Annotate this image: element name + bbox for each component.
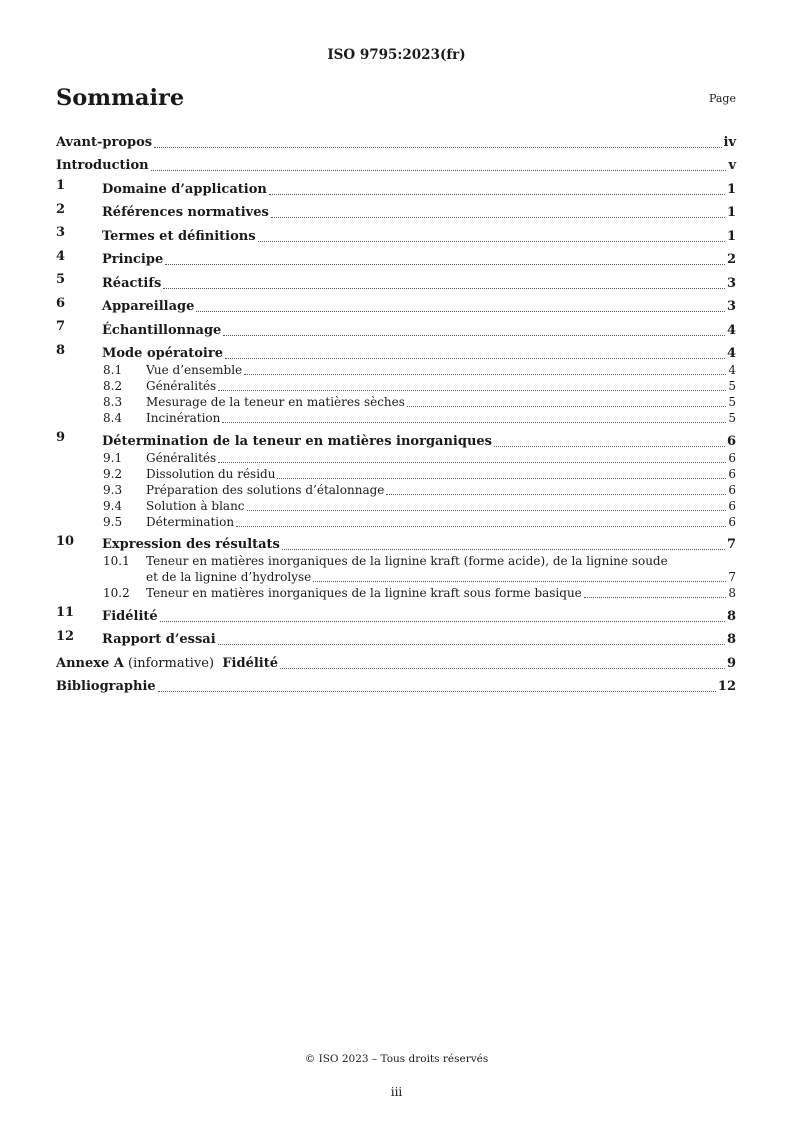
- leader-dots: [151, 170, 727, 171]
- leader-dots: [225, 358, 725, 359]
- toc-page: 5: [728, 379, 736, 393]
- toc-entry-text-line1: Teneur en matières inorganiques de la lignine kraft (forme acide), de la lignine soude: [146, 554, 668, 568]
- toc-num: 9.5: [103, 514, 123, 529]
- toc-num: 6: [56, 295, 66, 311]
- leader-dots: [247, 510, 727, 511]
- toc-num: 7: [56, 319, 66, 334]
- toc-num: 8.1: [103, 363, 123, 377]
- toc-entry-text: Références normatives: [102, 205, 269, 220]
- toc-entry-10[interactable]: [56, 530, 736, 554]
- table-of-contents: [56, 127, 736, 695]
- leader-dots: [277, 478, 726, 479]
- toc-num: 10.2: [103, 586, 130, 600]
- toc-entry-11[interactable]: [56, 601, 736, 625]
- toc-entry-text: Mode opératoire: [102, 346, 223, 361]
- toc-page: 2: [726, 252, 736, 267]
- toc-page: 8: [726, 632, 736, 647]
- toc-page: 4: [726, 322, 736, 338]
- toc-entry-9-1[interactable]: [56, 450, 736, 466]
- toc-page: 4: [726, 346, 736, 361]
- toc-entry-text: Préparation des solutions d’étalonnage: [146, 482, 385, 497]
- toc-entry-9[interactable]: [56, 426, 736, 450]
- toc-annex-prefix: Annexe A: [56, 655, 124, 671]
- toc-num: 2: [56, 201, 66, 217]
- leader-dots: [258, 241, 725, 242]
- toc-entry-3[interactable]: [56, 221, 736, 245]
- toc-entry-4[interactable]: [56, 245, 736, 269]
- toc-num: 5: [56, 272, 66, 287]
- leader-dots: [160, 621, 725, 622]
- toc-num: 3: [56, 225, 66, 240]
- leader-dots: [280, 668, 725, 669]
- toc-entry-text: Solution à blanc: [146, 498, 245, 513]
- toc-num: 8: [56, 342, 66, 358]
- leader-dots: [163, 288, 725, 289]
- toc-entry-8-2[interactable]: [56, 378, 736, 394]
- toc-entry-text: Mesurage de la teneur en matières sèches: [146, 395, 405, 409]
- leader-dots: [218, 462, 726, 463]
- toc-entry-bibliographie[interactable]: [56, 672, 736, 696]
- toc-entry-text: Échantillonnage: [102, 322, 222, 338]
- toc-page: 12: [717, 679, 736, 694]
- page-number: iii: [390, 1085, 403, 1099]
- toc-entry-5[interactable]: [56, 268, 736, 292]
- toc-entry-text: Introduction: [56, 158, 149, 173]
- toc-entry-7[interactable]: [56, 315, 736, 339]
- toc-page: 6: [728, 482, 736, 497]
- leader-dots: [282, 549, 725, 550]
- page-title: Sommaire: [56, 85, 185, 111]
- toc-num: 10: [56, 533, 75, 549]
- leader-dots: [218, 390, 726, 391]
- toc-entry-8[interactable]: [56, 339, 736, 363]
- toc-num: 8.4: [103, 411, 123, 425]
- toc-entry-10-2[interactable]: [56, 585, 736, 601]
- toc-page: 5: [728, 395, 736, 409]
- toc-entry-10-1[interactable]: [56, 553, 736, 585]
- toc-entry-text: Termes et définitions: [102, 228, 256, 244]
- toc-entry-text: Généralités: [146, 450, 217, 465]
- leader-dots: [244, 374, 726, 375]
- toc-entry-text: Rapport d’essai: [102, 632, 216, 647]
- toc-entry-6[interactable]: [56, 292, 736, 316]
- toc-page: iv: [723, 134, 736, 150]
- toc-page: 7: [726, 537, 736, 552]
- toc-page: 3: [726, 275, 736, 291]
- toc-num: 11: [56, 605, 75, 620]
- leader-dots: [584, 597, 727, 598]
- toc-num: 9.3: [103, 482, 123, 497]
- toc-page: 4: [728, 363, 736, 377]
- toc-page: 1: [726, 228, 736, 244]
- toc-page: 6: [728, 450, 736, 465]
- toc-entry-text: Bibliographie: [56, 679, 156, 694]
- toc-num: 9: [56, 430, 66, 445]
- leader-dots: [165, 264, 725, 265]
- toc-entry-9-2[interactable]: [56, 466, 736, 482]
- toc-num: 4: [56, 248, 66, 264]
- toc-entry-text: Détermination: [146, 514, 235, 529]
- leader-dots: [494, 446, 725, 447]
- toc-page: 5: [728, 411, 736, 425]
- leader-dots: [158, 691, 716, 692]
- toc-entry-8-3[interactable]: [56, 394, 736, 410]
- toc-entry-text: Incinération: [146, 411, 221, 425]
- toc-entry-text: Appareillage: [102, 299, 195, 314]
- toc-entry-text: Principe: [102, 252, 164, 267]
- leader-dots: [271, 217, 725, 218]
- toc-page: 9: [726, 655, 736, 671]
- toc-entry-text: Vue d’ensemble: [146, 363, 243, 377]
- toc-annex-type: (informative): [123, 655, 223, 671]
- toc-page: 8: [728, 586, 736, 600]
- toc-entry-text-line2: et de la lignine d’hydrolyse: [146, 570, 312, 584]
- leader-dots: [196, 311, 725, 312]
- leader-dots: [386, 494, 726, 495]
- toc-entry-text: Fidélité: [222, 655, 279, 671]
- toc-page: 1: [726, 205, 736, 220]
- toc-entry-text: Teneur en matières inorganiques de la lignine kraft sous forme basique: [146, 586, 582, 600]
- toc-page: 1: [726, 181, 736, 197]
- toc-page: 6: [728, 466, 736, 481]
- toc-page: 6: [728, 498, 736, 513]
- toc-entry-text: Domaine d’application: [102, 181, 267, 197]
- toc-page: 6: [726, 433, 736, 449]
- toc-entry-text: Dissolution du résidu: [146, 466, 276, 481]
- leader-dots: [218, 644, 725, 645]
- toc-entry-text: Réactifs: [102, 275, 162, 291]
- toc-entry-9-3[interactable]: [56, 482, 736, 498]
- toc-entry-avant-propos[interactable]: [56, 127, 736, 151]
- page-column-label: Page: [708, 92, 736, 105]
- toc-entry-text: Détermination de la teneur en matières inorganiques: [102, 433, 492, 449]
- leader-dots: [223, 335, 725, 336]
- toc-entry-2[interactable]: [56, 198, 736, 222]
- toc-entry-9-5[interactable]: [56, 514, 736, 530]
- toc-entry-introduction[interactable]: [56, 151, 736, 175]
- toc-entry-12[interactable]: [56, 625, 736, 649]
- toc-page: v: [728, 158, 736, 173]
- toc-entry-9-4[interactable]: [56, 498, 736, 514]
- document-header: ISO 9795:2023(fr): [327, 47, 466, 63]
- toc-entry-text: Généralités: [146, 379, 217, 393]
- leader-dots: [269, 194, 725, 195]
- toc-entry-8-1[interactable]: [56, 362, 736, 378]
- toc-num: 9.1: [103, 450, 123, 465]
- toc-entry-text: Expression des résultats: [102, 537, 280, 552]
- toc-num: 8.2: [103, 379, 123, 393]
- toc-num: 9.4: [103, 498, 123, 513]
- toc-entry-text: Avant-propos: [56, 134, 153, 150]
- leader-dots: [407, 406, 726, 407]
- toc-entry-annexe-a[interactable]: [56, 648, 736, 672]
- leader-dots: [154, 147, 721, 148]
- leader-dots: [313, 581, 726, 582]
- toc-page: 8: [726, 608, 736, 624]
- toc-num: 9.2: [103, 466, 123, 481]
- toc-entry-text: Fidélité: [102, 608, 158, 624]
- toc-page: 7: [728, 570, 736, 584]
- toc-page: 3: [726, 299, 736, 314]
- toc-page: 6: [728, 514, 736, 529]
- toc-num: 1: [56, 178, 66, 193]
- toc-num: 10.1: [103, 554, 130, 568]
- toc-entry-8-4[interactable]: [56, 410, 736, 426]
- copyright-footer: © ISO 2023 – Tous droits réservés: [304, 1053, 489, 1065]
- toc-entry-1[interactable]: [56, 174, 736, 198]
- toc-num: 12: [56, 628, 75, 644]
- toc-num: 8.3: [103, 395, 123, 409]
- leader-dots: [236, 526, 726, 527]
- leader-dots: [222, 422, 726, 423]
